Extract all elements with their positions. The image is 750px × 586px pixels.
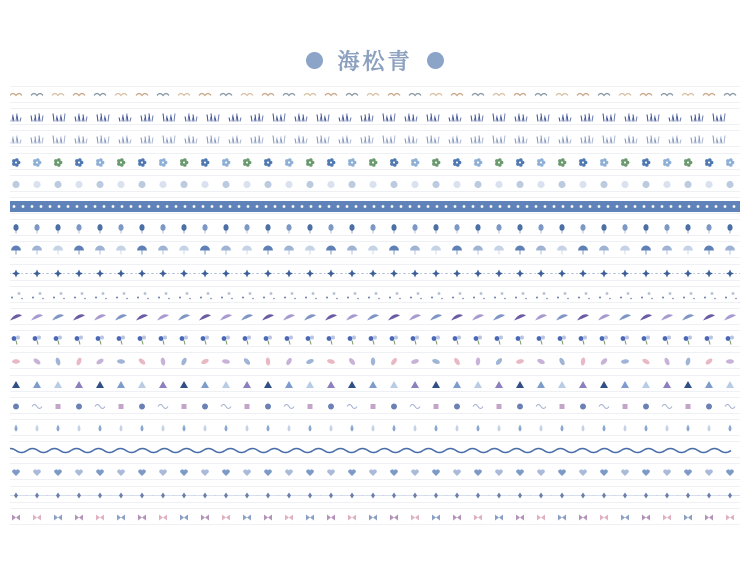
tape-strip-mixed-doodle: [10, 397, 740, 414]
tape-strip-sparkles: [10, 286, 740, 303]
tape-pattern-hearts-row: [10, 464, 740, 480]
tape-strip-moons: [10, 175, 740, 192]
tape-strip-dotted-band: [10, 197, 740, 214]
tape-strip-grass: [10, 108, 740, 125]
tape-pattern-flowers: [10, 154, 740, 170]
tape-pattern-balloons: [10, 220, 740, 236]
tape-strip-umbrellas: [10, 241, 740, 258]
tape-pattern-birds: [10, 87, 740, 103]
tape-pattern-waves: [10, 442, 740, 458]
tape-strip-stars-line: [10, 264, 740, 281]
tape-strip-petals: [10, 352, 740, 369]
washi-tape-strips: [10, 86, 740, 530]
tape-pattern-bows: [10, 509, 740, 525]
right-dot-icon: [427, 52, 444, 69]
tape-pattern-diamonds: [10, 487, 740, 503]
tape-strip-bows: [10, 508, 740, 525]
title-row: [0, 44, 750, 76]
tape-pattern-petals: [10, 353, 740, 369]
tape-strip-flowers: [10, 153, 740, 170]
left-dot-icon: [306, 52, 323, 69]
tape-strip-feathers: [10, 308, 740, 325]
tape-pattern-moons: [10, 176, 740, 192]
tape-pattern-dotted-band: [10, 198, 740, 214]
tape-pattern-mixed-doodle: [10, 398, 740, 414]
tape-pattern-triangles: [10, 376, 740, 392]
tape-strip-waves: [10, 441, 740, 458]
tape-strip-bouquets: [10, 330, 740, 347]
tape-pattern-umbrellas: [10, 242, 740, 258]
tape-strip-birds: [10, 86, 740, 103]
tape-strip-balloons: [10, 219, 740, 236]
tape-strip-triangles: [10, 375, 740, 392]
tape-strip-grass-fine: [10, 130, 740, 147]
tape-pattern-feathers: [10, 309, 740, 325]
tape-pattern-grass: [10, 109, 740, 125]
tape-strip-drops: [10, 419, 740, 436]
page-title: 海松青: [337, 49, 413, 75]
tape-strip-diamonds: [10, 486, 740, 503]
tape-pattern-drops: [10, 420, 740, 436]
tape-strip-hearts-row: [10, 463, 740, 480]
tape-pattern-sparkles: [10, 287, 740, 303]
tape-pattern-bouquets: [10, 331, 740, 347]
tape-pattern-stars-line: [10, 265, 740, 281]
tape-pattern-grass-fine: [10, 131, 740, 147]
